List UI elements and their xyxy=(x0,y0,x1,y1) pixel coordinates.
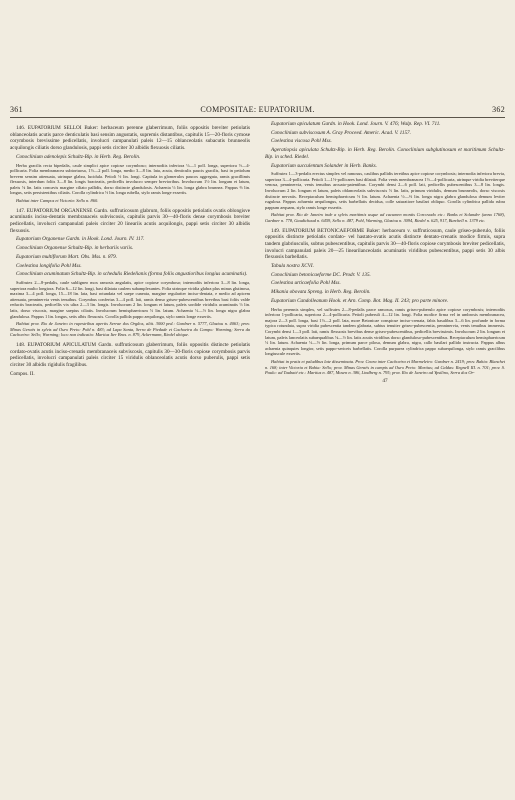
paragraph-syn: Coelestina urticaefolia Pohl Mss. xyxy=(271,280,341,287)
paragraph-syn: Coelestina longifolia Pohl Mss. xyxy=(16,262,82,269)
paragraph-species: 149. EUPATORIUM BETONICAEFORME Baker: herbaceum v. suffruticosum, caule griseo-puberulo, foliis oppositis distincte petiolatis cordato- vel hastato-ovatis acutis distincte dentato-crenatis modice firmis, supra tandem glabriusculis, subtus pubescentibus, capitulis parvis 30—40-floris copiose corymbosis breviter pedicellatis, involucri campanulati paleis 20—25 linearilanceolatis acuminatis viridibus pubescentibus, pappi setis 30 albis flexuosis barbellatis. xyxy=(265,227,505,261)
paragraph-habitat: Habitat prov. Rio de Janeiro inde a sylvis maritimis usque ad cacumen montis Corcovado etc.: Banks et Solander (anno 1768), Gardner n. 778, Gaudichaud n. 6459, Sello n. 487, Pohl, Warming, Glaziou n. 3094, Riedel n. 625, 917, Burchell n. 1379 etc. xyxy=(265,212,505,223)
paragraph-desc: Suffrutex 1—3-pedalis erectus simplex vel ramosus, caulibus pallidis teretibus apice copiose corymbosis; internodia inferiora brevia, superiora 3—4-pollicaria. Petioli 1—1½-pollicares basi dilatati. Folia venis membranacea 1½—4-pollicaria, utrinque viridia breviterque venosa, penninervia, venis tenuibus arcuato-patentibus. Corymbi densi 2—6 poll. lati, pedicellis pubescentibus 3—8 lin. longis. Involucrum 2 lin. longum et latum, paleis oblanceolatis subviscosis ⅓ lin. latis, primum viridulis, demum brunneolis, dorso viscosis distincte nervatis. Receptaculum hemisphaericum ½ lin. latum. Achaenia ½—⅔ lin. longa nigra glabra glandulosa demum leviter rugulosa. Pappus achaenia aequilongus, setis barbellatis decidua, colle saturatiore basilari obliquo. Corolla cylindrica pallida rubra pappum aequans, stylo ramis longe exsertis. xyxy=(265,171,505,210)
paragraph-syn: Eupatorium apiculatum Gardn. in Hook. Lond. Journ. V. 476; Walp. Rep. VI. 711. xyxy=(271,121,441,127)
paragraph-desc: Suffrutex 2—8-pedalis, caule subligneo mox ramosis angulatis, apice copiose corymboso; internodiis inferiora 3—8 lin. longa, superiora multo longiora. Folia 6—12 lin. longi, basi dilatata caulem subamplexantes. Folia utrinque viridia glabra plus minus glutinosa, maxima 3—4 poll. longa, 15—18 lin. lata, basi rotundata vel saepe cuneata, margine regulariter inciso-dentata, e medio ad apicem attenuata, penninervia venis tenuibus. Corymbus confertus 3—4 poll. lati, ramis denso griseo-pubescentibus brevibus basi foliis valde reductis bracteatis, pedicellis vix ultra 2—3 lin. longis. Involucrum 2 lin. longum et latum, paleis sordide viridulis acuminatis ⅓ lin. latis, dorso viscosis, margine saepius ciliatis. Involucrum hemisphaericum ⅓ lin. latum. Achaenia ⅓—½ lin. longa nigra glabra glandulosa. Pappus 1 lin. longus, setis albis flexuosis. Corolla pallida pappo aequilonga, stylo ramis longe exsertis. xyxy=(10,280,250,319)
paragraph-footer: 47 xyxy=(382,377,388,384)
paragraph-desc: Herba perennis simplex, vel suffrutex 2—8-pedalis parce ramosus, ramis griseo-puberulo apice copiose corymbosis; internodiis inferiora 1-pollicaria, superiora 2—4-pollicaria. Petioli puberuli 4—12 lin. longi. Folia modice firma vel in umbrosis membranacea, majora 2—3 poll. longa, basi 1½—2 poll. lata, more Betonicae conspicue inciso-crenata, fabis basalibus 3—6 lin. profunde in forma typica rotundata, supra viridia pubescentia tandem glabrata, subtus tenuiter griseo-pubescentia, penninervia, venis tenuibus immersis. Corymbi densi 1—3 poll. lati, ramis flexuosis brevibus dense griseo-pubescentibus, pedicellis brevissimis. Involucrum 2 lin. longum et latum, paleis lanceolatis subaequalibus ⅛—½ lin. latis acutis viridibus dorso glanduloso-pubescentibus. Receptaculum hemisphaericum ⅓ lin. latum. Achaenia ⅓—½ lin. longa, primum parce pilosa, demum glabra, nigra, callo basilari pallido instructa. Pappus albus achaenia quinquies longior, setis pappo-sericeis barbellatis. Corolla purpurea cylindrica pappo subaequilonga, stylo ramis gracilibus longiuscule exsertis. xyxy=(265,306,505,357)
page-number-right: 362 xyxy=(492,105,505,114)
paragraph-syn: Mikania obovata Spreng. in Herb. Reg. Berolin. xyxy=(271,289,371,296)
paragraph-syn: Eupatorium multiflorum Mart. Obs. Mss. n. 879. xyxy=(16,253,118,260)
paragraph-syn: Conoclinium adenolepis Schultz-Bip. in Herb. Reg. Berolin. xyxy=(16,153,141,160)
paragraph-desc: Herba gracilis recta bipedalis, caule simplici apice copiose corymboso; internodiis inferiora ⅓—1 poll. longa, superiora ½—4-pollicaria. Folia membranacea subtortuosa, 1½—2 poll. longa, medio 3—8 lin. lata, acuta, denticulis paucis gracilis, basi in petiolum brevem sensim attenuata, utrinque glabra, lucidula. Petioli ½ lin. longi. Capitula in glomerulos paucos aggregata, ramis gracillimis flexuosis, interdum foliis 3—8 lin. longis bracteatis, pedicellis involucro semper brevioribus. Involucrum 1½ lin. longum et latum, paleis ⅛ lin. latis concavis margine ciliato pallidis, dorso distincte glandulosis. Achaenia ⅓ lin. longa glabra brunnea. Pappus ⅔ lin. longus, setis persistentibus ciliatis. Corolla cylindrica ½ lin. longa rubella, stylo ramis longe exsertis. xyxy=(10,162,250,196)
paragraph-syn: Eupatorium Organense Gardn. in Hook. Lond. Journ. IV. 117. xyxy=(16,236,145,243)
paragraph-tabula: Tabula nostra XCVI. xyxy=(271,263,314,270)
paragraph-syn: Eupatorium succulentum Solander in Herb. Banks. xyxy=(271,162,377,169)
paragraph-footer: Compos. II. xyxy=(10,370,35,377)
paragraph-syn: Conoclinium betonicaeforme DC. Prodr. V. 135. xyxy=(271,271,371,278)
paragraph-habitat: Habitat inter Campos et Victoria: Sello n. 860. xyxy=(16,198,99,204)
paragraph-syn: Conoclinium Organense Schultz-Bip. in herbariis variis. xyxy=(16,245,134,252)
paragraph-syn: Conoclinium subviscosum A. Gray Proceed. Americ. Acad. V. 1157. xyxy=(271,129,411,136)
right-column xyxy=(265,121,505,386)
paragraph-syn: Ageratiopsis apiculata Schultz-Bip. in Herb. Reg. Berolin. Conoclinium subglutinosum et maritimum Schultz-Bip. in sched. Riedel. xyxy=(265,147,505,160)
paragraph-syn: Conoclinium acuminatum Schultz-Bip. in schedulis Riedelianis (forma foliis angustioribus longius acuminatis). xyxy=(16,271,248,278)
paragraph-species: 146. EUPATORIUM SELLOI Baker: herbaceum perenne glaberrimum, foliis oppositis breviter petiolatis oblanceolatis acutis parce denticulatis basi sensim angustatis, supremis distantibus, capitulis 15—20-floris cymose corymbosis brevissime pedicellatis, involucri campanulati paleis 12—15 oblanceolatis subacutis brunneolis acquilongis ciliatis dorso glandulosis, pappi setis circiter 30 albidis flexuosis ciliatis. xyxy=(10,125,250,152)
paragraph-habitat: Habitat prov. Rio de Janeiro in rupestribus apertis Serrae dos Orgãos, altit. 3000 ped.: Gardner n. 5777, Glaziou n. 4063; prov. Minas Geraës in sylvis ad Ouro Preto: Pohl n. 483; ad Lapa Santa, Serra de Piedade et Cachoeira do Campo: Warming; Serra da Cachoeira: Sello; Warming; loco non indicatio: Martius Iter Bras. n. 879, Ackermann, Riedel ubique. xyxy=(10,321,250,338)
running-title: COMPOSITAE: EUPATORIUM. xyxy=(200,105,315,114)
left-column xyxy=(10,121,250,379)
page-number-left: 361 xyxy=(10,105,23,114)
paragraph-syn: Coelestina viscosa Pohl Mss. xyxy=(271,138,332,145)
paragraph-syn: Eupatorium Candolleanum Hook. et Arn. Comp. Bot. Mag. II. 243; pro parte minore. xyxy=(271,297,449,304)
paragraph-species: 147. EUPATORIUM ORGANENSE Gardn. suffruticosum glabrum, foliis oppositis petiolatis ovatis oblongisve acuminatis inciso-dentatis membranaceis subviscosis, capitulis parvis 30—40-floris dense corymbosis breviter pedicellatis, involucri campanulati paleis circiter 20 lineariis acutis acquilongis, pappi setis circiter 30 albidis flexuosis. xyxy=(10,207,250,234)
running-header xyxy=(8,105,507,117)
paragraph-species: 148. EUPATORIUM APICULATUM Gardn. suffruticosum glaberrimum, foliis oppositis distincte petiolatis cordato-ovatis acutis inciso-crenatis membranaceis subviscosis, capitulis 30—30-floris copiose corymbosis parvis pedicellatis, involucri campanulati paleis circiter 15 viridulis oblanceolatis acutis dorso puberulis, pappi setis circiter 30 albidis rigidulis fragilibus. xyxy=(10,341,250,369)
header-rule xyxy=(10,117,505,118)
paragraph-habitat: Habitat in pratis et paludibus late disseminata. Prov. Ceara inter Cachoeira et Marmeleiro: Gardner n. 2419; prov. Bahia: Blanchet n. 168; inter Victoria et Bahia: Sello; prov. Minas Geraës in campis ad Ouro Preto: Martius; ad Caldas: Regnell III. n. 701; prov. S. Paulo: ad Taubaté etc.: Martius n. 487, Mosen n. 386, Lindberg n. 795; prov. Rio de Janeiro ad Ypsilino, Serra dos Or- xyxy=(265,358,505,376)
